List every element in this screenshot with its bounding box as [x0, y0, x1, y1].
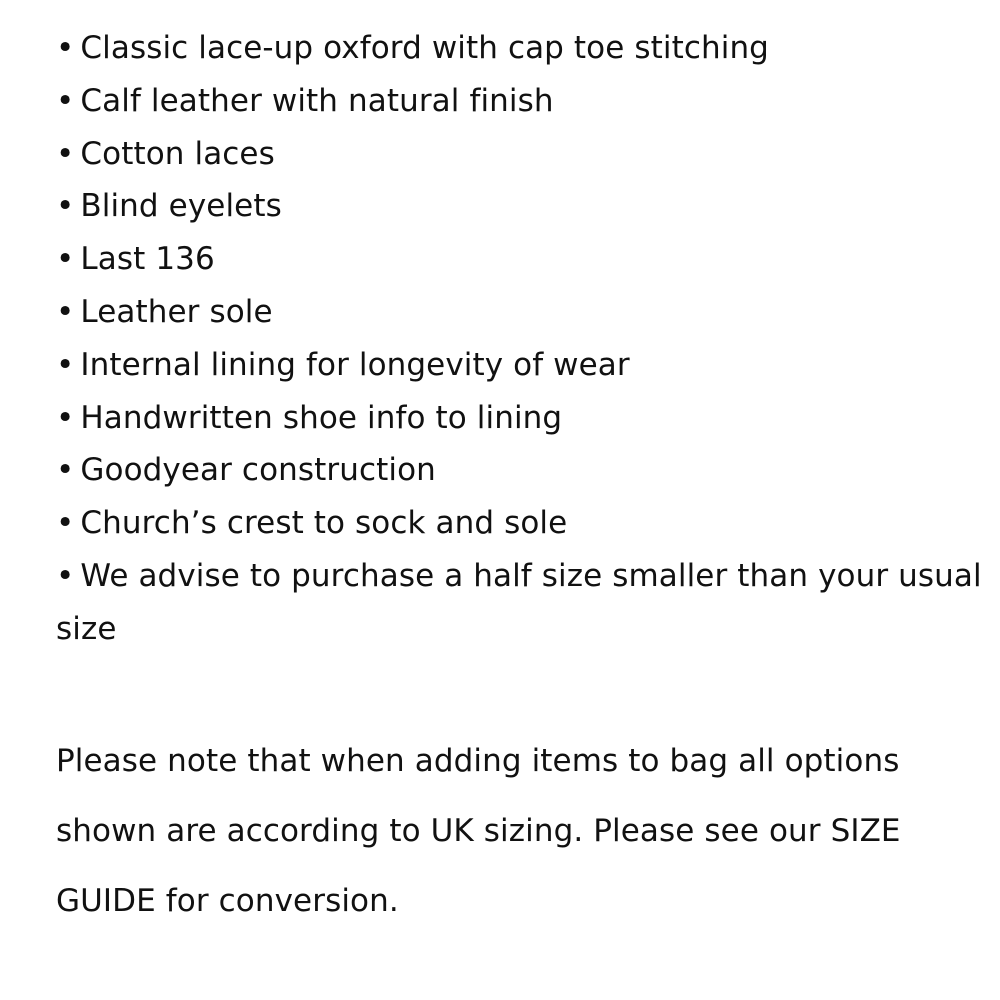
feature-item — [56, 392, 996, 445]
feature-text: Church’s crest to sock and sole — [80, 505, 568, 542]
feature-text: We advise to purchase a half size smaller than your usual size — [56, 557, 982, 647]
bullet-icon: • — [56, 452, 75, 489]
feature-item — [56, 128, 996, 181]
feature-text: Classic lace-up oxford with cap toe stitching — [80, 30, 769, 66]
bullet-icon: • — [56, 293, 75, 330]
feature-item — [56, 339, 996, 392]
feature-text: Last 136 — [80, 241, 215, 278]
feature-text: Calf leather with natural finish — [80, 82, 554, 119]
bullet-icon: • — [56, 188, 75, 225]
feature-list — [56, 22, 996, 656]
bullet-icon: • — [56, 346, 75, 383]
bullet-icon: • — [56, 399, 75, 436]
feature-text: Leather sole — [80, 293, 273, 330]
feature-item — [56, 233, 996, 286]
bullet-icon: • — [56, 135, 75, 172]
bullet-icon: • — [56, 241, 75, 278]
product-description — [56, 22, 996, 936]
bullet-icon: • — [56, 30, 75, 66]
bullet-icon: • — [56, 82, 75, 119]
feature-text: Goodyear construction — [80, 452, 436, 489]
feature-item — [56, 22, 996, 75]
feature-text: Handwritten shoe info to lining — [80, 399, 563, 436]
feature-item — [56, 75, 996, 128]
bullet-icon: • — [56, 505, 75, 542]
feature-item — [56, 550, 996, 656]
feature-item — [56, 180, 996, 233]
feature-text: Internal lining for longevity of wear — [80, 346, 630, 383]
feature-item — [56, 444, 996, 497]
bullet-icon: • — [56, 557, 75, 594]
feature-text: Cotton laces — [80, 135, 275, 172]
feature-item — [56, 497, 996, 550]
feature-text: Blind eyelets — [80, 188, 282, 225]
sizing-note: Please note that when adding items to bag all options shown are according to UK sizing. Please see our SIZE GUIDE for conversion. — [56, 742, 901, 919]
feature-item — [56, 286, 996, 339]
